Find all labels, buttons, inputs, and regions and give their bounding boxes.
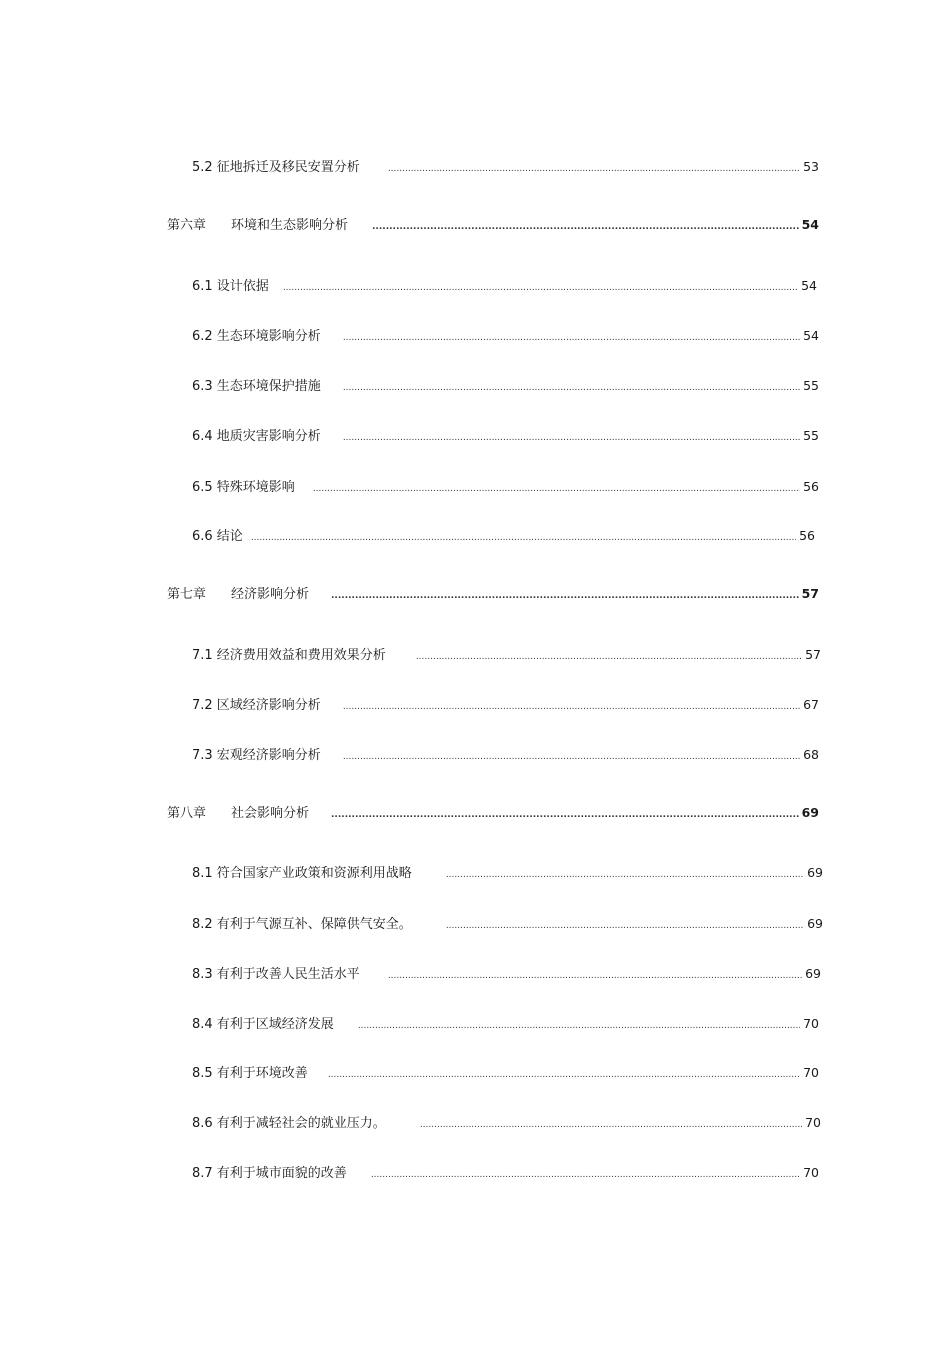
chapter-title: 经济影响分析 [231, 587, 310, 602]
toc-page-number: 54 [803, 328, 819, 343]
dot-leader [343, 333, 800, 343]
toc-label: 6.6 结论 [192, 529, 243, 544]
dot-leader [283, 283, 798, 293]
chapter-number: 第七章 [167, 587, 207, 602]
toc-chapter-8[interactable] [167, 802, 819, 821]
toc-entry-8-7[interactable] [192, 1162, 819, 1181]
dot-leader [446, 921, 804, 931]
toc-page-number: 68 [803, 747, 819, 762]
dot-leader [343, 702, 800, 712]
chapter-title: 社会影响分析 [231, 806, 310, 821]
toc-page-number: 67 [803, 697, 819, 712]
toc-page-number: 56 [799, 528, 815, 543]
toc-page-number: 69 [801, 805, 819, 820]
toc-label: 6.3 生态环境保护措施 [192, 379, 321, 394]
toc-entry-8-5[interactable] [192, 1062, 819, 1081]
toc-entry-8-1[interactable] [192, 862, 823, 881]
dot-leader [420, 1120, 802, 1130]
toc-page-number: 69 [807, 865, 823, 880]
toc-page-number: 55 [803, 378, 819, 393]
chapter-title: 环境和生态影响分析 [231, 218, 349, 233]
toc-entry-6-6[interactable] [192, 525, 815, 544]
toc-page-number: 53 [803, 159, 819, 174]
toc-label: 8.6 有利于减轻社会的就业压力。 [192, 1116, 386, 1131]
dot-leader [331, 591, 799, 601]
toc-label: 6.5 特殊环境影响 [192, 480, 295, 495]
toc-page-number: 55 [803, 428, 819, 443]
toc-label [167, 802, 309, 821]
toc-label: 8.4 有利于区域经济发展 [192, 1017, 334, 1032]
toc-chapter-6[interactable] [167, 214, 819, 233]
toc-entry-8-3[interactable] [192, 963, 821, 982]
toc-page-number: 54 [801, 217, 819, 232]
toc-page-number: 70 [803, 1065, 819, 1080]
toc-label: 8.5 有利于环境改善 [192, 1066, 308, 1081]
toc-page-number: 69 [807, 916, 823, 931]
toc-label [167, 583, 309, 602]
chapter-number: 第八章 [167, 806, 207, 821]
dot-leader [446, 870, 804, 880]
toc-entry-6-1[interactable] [192, 275, 817, 294]
toc-label: 6.2 生态环境影响分析 [192, 329, 321, 344]
toc-page-number: 57 [805, 647, 821, 662]
toc-entry-8-4[interactable] [192, 1013, 819, 1032]
toc-label: 8.3 有利于改善人民生活水平 [192, 967, 360, 982]
chapter-number: 第六章 [167, 218, 207, 233]
toc-page-number: 56 [803, 479, 819, 494]
toc-chapter-7[interactable] [167, 583, 819, 602]
toc-entry-7-2[interactable] [192, 694, 819, 713]
toc-entry-6-2[interactable] [192, 325, 819, 344]
dot-leader [416, 652, 802, 662]
toc-label [167, 214, 348, 233]
dot-leader [331, 810, 799, 820]
toc-entry-7-3[interactable] [192, 744, 819, 763]
toc-label: 8.1 符合国家产业政策和资源利用战略 [192, 866, 412, 881]
toc-label: 5.2 征地拆迁及移民安置分析 [192, 160, 360, 175]
dot-leader [388, 971, 802, 981]
toc-entry-7-1[interactable] [192, 644, 821, 663]
toc-page-number: 70 [803, 1165, 819, 1180]
toc-label: 6.1 设计依据 [192, 279, 269, 294]
dot-leader [372, 222, 799, 232]
toc-entry-6-5[interactable] [192, 476, 819, 495]
toc-label: 8.7 有利于城市面貌的改善 [192, 1166, 347, 1181]
toc-entry-6-3[interactable] [192, 375, 819, 394]
dot-leader [328, 1070, 800, 1080]
toc-page-number: 57 [801, 586, 819, 601]
toc-page-number: 70 [805, 1115, 821, 1130]
toc-label: 6.4 地质灾害影响分析 [192, 429, 321, 444]
toc-page-number: 54 [801, 278, 817, 293]
toc-entry-8-6[interactable] [192, 1112, 821, 1131]
toc-entry-8-2[interactable] [192, 913, 823, 932]
toc-label: 7.2 区域经济影响分析 [192, 698, 321, 713]
toc-page-number: 69 [805, 966, 821, 981]
dot-leader [343, 383, 800, 393]
dot-leader [251, 533, 796, 543]
dot-leader [388, 164, 800, 174]
toc-label: 8.2 有利于气源互补、保障供气安全。 [192, 917, 412, 932]
dot-leader [313, 484, 800, 494]
dot-leader [358, 1021, 800, 1031]
toc-entry-6-4[interactable] [192, 425, 819, 444]
toc-page-number: 70 [803, 1016, 819, 1031]
toc-label: 7.3 宏观经济影响分析 [192, 748, 321, 763]
dot-leader [371, 1170, 800, 1180]
toc-label: 7.1 经济费用效益和费用效果分析 [192, 648, 386, 663]
toc-entry-5-2[interactable] [192, 156, 819, 175]
dot-leader [343, 433, 800, 443]
dot-leader [343, 752, 800, 762]
